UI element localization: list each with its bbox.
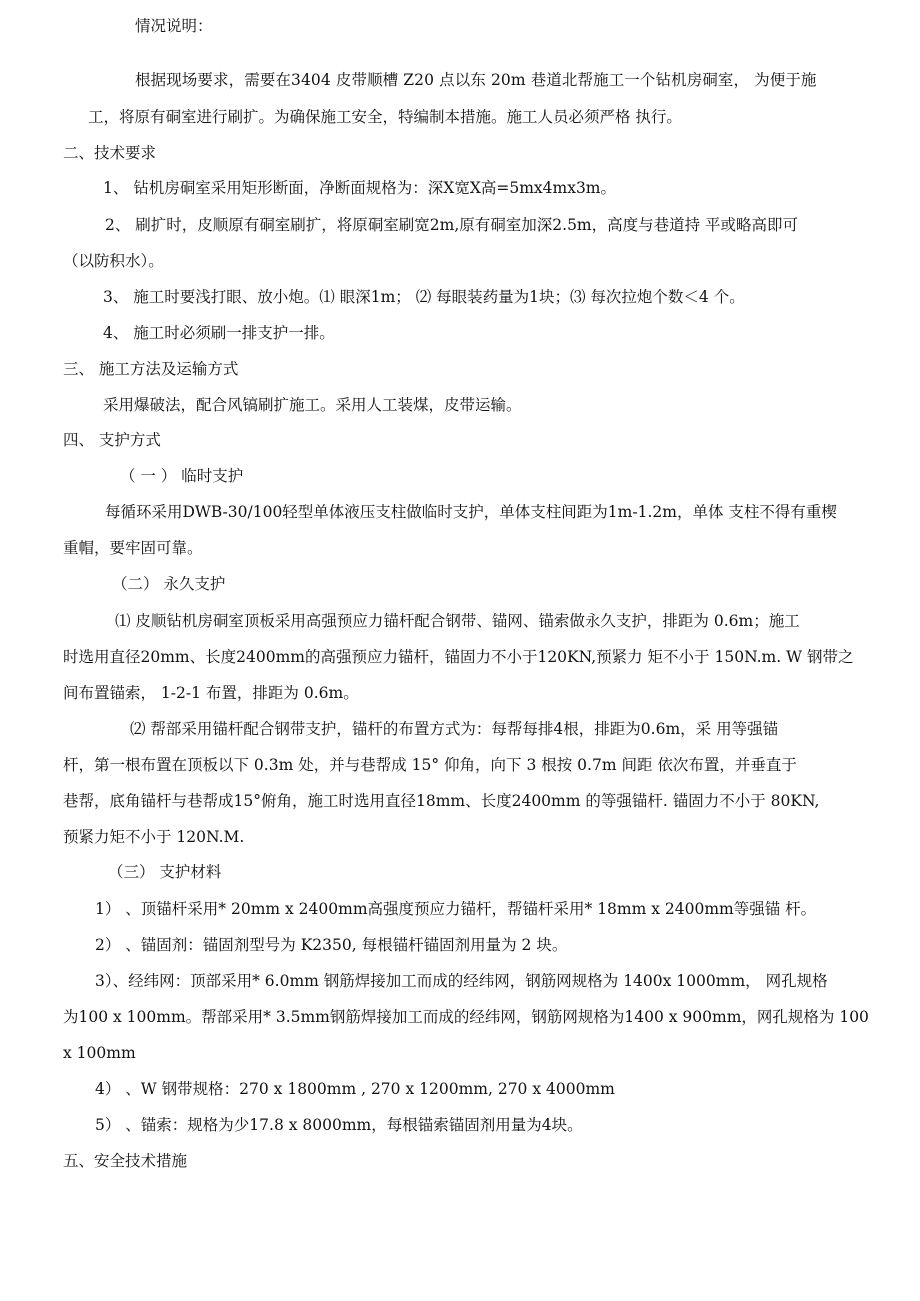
- list-item: 1） 、顶锚杆采用* 20mm x 2400mm高强度预应力锚杆，帮锚杆采用* 18mm x 2400mm等强锚 杆。: [95, 900, 817, 918]
- subsection-heading: （二） 永久支护: [112, 575, 226, 593]
- paragraph-line: ⑴ 皮顺钻机房硐室顶板采用高强预应力锚杆配合钢带、锚网、锚索做永久支护，排距为 0.6m；施工: [115, 612, 800, 630]
- list-item: 4） 、W 钢带规格：270 x 1800mm , 270 x 1200mm, 270 x 4000mm: [95, 1080, 615, 1098]
- list-item: 5） 、锚索：规格为少17.8 x 8000mm，每根锚索锚固剂用量为4块。: [95, 1116, 583, 1134]
- section-heading: 二、技术要求: [63, 144, 157, 162]
- section-heading: 三、 施工方法及运输方式: [63, 360, 239, 378]
- list-item: 3）、经纬网：顶部采用* 6.0mm 钢筋焊接加工而成的经纬网，钢筋网规格为 1400x 1000mm， 网孔规格: [95, 972, 828, 990]
- list-item: 1、 钻机房硐室采用矩形断面，净断面规格为：深X宽X高=5mx4mx3m。: [103, 179, 617, 197]
- subsection-heading: （三） 支护材料: [108, 863, 222, 881]
- paragraph-line: 间布置锚索， 1-2-1 布置，排距为 0.6m。: [63, 684, 359, 702]
- subsection-heading: （ 一 ） 临时支护: [120, 467, 244, 485]
- section-heading: 四、 支护方式: [63, 431, 161, 449]
- paragraph-line: 重帽，要牢固可靠。: [63, 539, 203, 557]
- paragraph-line: 根据现场要求，需要在3404 皮带顺槽 Z20 点以东 20m 巷道北帮施工一个钻机房硐室， 为便于施: [135, 71, 817, 89]
- paragraph-line: x 100mm: [63, 1044, 136, 1062]
- section-heading: 五、安全技术措施: [63, 1152, 188, 1170]
- list-item: 4、 施工时必须刷一排支护一排。: [103, 324, 335, 342]
- list-item: 2、 刷扩时，皮顺原有硐室刷扩，将原硐室刷宽2m,原有硐室加深2.5m，高度与巷道持 平或略高即可: [105, 216, 799, 234]
- list-item: 3、 施工时要浅打眼、放小炮。⑴ 眼深1m； ⑵ 每眼装药量为1块；⑶ 每次拉炮个数＜4 个。: [103, 288, 745, 306]
- paragraph-line: 每循环采用DWB-30/100轻型单体液压支柱做临时支护，单体支柱间距为1m-1.2m，单体 支柱不得有重楔: [105, 503, 837, 521]
- paragraph-line: 为100 x 100mm。帮部采用* 3.5mm钢筋焊接加工而成的经纬网，钢筋网规格为1400 x 900mm，网孔规格为 100: [63, 1008, 869, 1026]
- paragraph-line: 采用爆破法，配合风镐刷扩施工。采用人工装煤，皮带运输。: [103, 396, 522, 414]
- section-intro-heading: 情况说明：: [135, 17, 213, 35]
- paragraph-line: 杆，第一根布置在顶板以下 0.3m 处，并与巷帮成 15° 仰角，向下 3 根按 0.7m 间距 依次布置，并垂直于: [63, 756, 797, 774]
- paragraph-line: 工，将原有硐室进行刷扩。为确保施工安全，特编制本措施。施工人员必须严格 执行。: [88, 108, 682, 126]
- list-item: 2） 、锚固剂：锚固剂型号为 K2350, 每根锚杆锚固剂用量为 2 块。: [95, 936, 568, 954]
- paragraph-line: 巷帮，底角锚杆与巷帮成15°俯角，施工时选用直径18mm、长度2400mm 的等强锚杆. 锚固力不小于 80KN,: [63, 792, 820, 810]
- paragraph-line: 预紧力矩不小于 120N.M.: [63, 828, 245, 846]
- paragraph-line: （以防积水）。: [63, 252, 164, 270]
- paragraph-line: 时选用直径20mm、长度2400mm的高强预应力锚杆，锚固力不小于120KN,预紧力 矩不小于 150N.m. W 钢带之: [63, 648, 854, 666]
- paragraph-line: ⑵ 帮部采用锚杆配合钢带支护，锚杆的布置方式为：每帮每排4根，排距为0.6m，采 用等强锚: [130, 720, 779, 738]
